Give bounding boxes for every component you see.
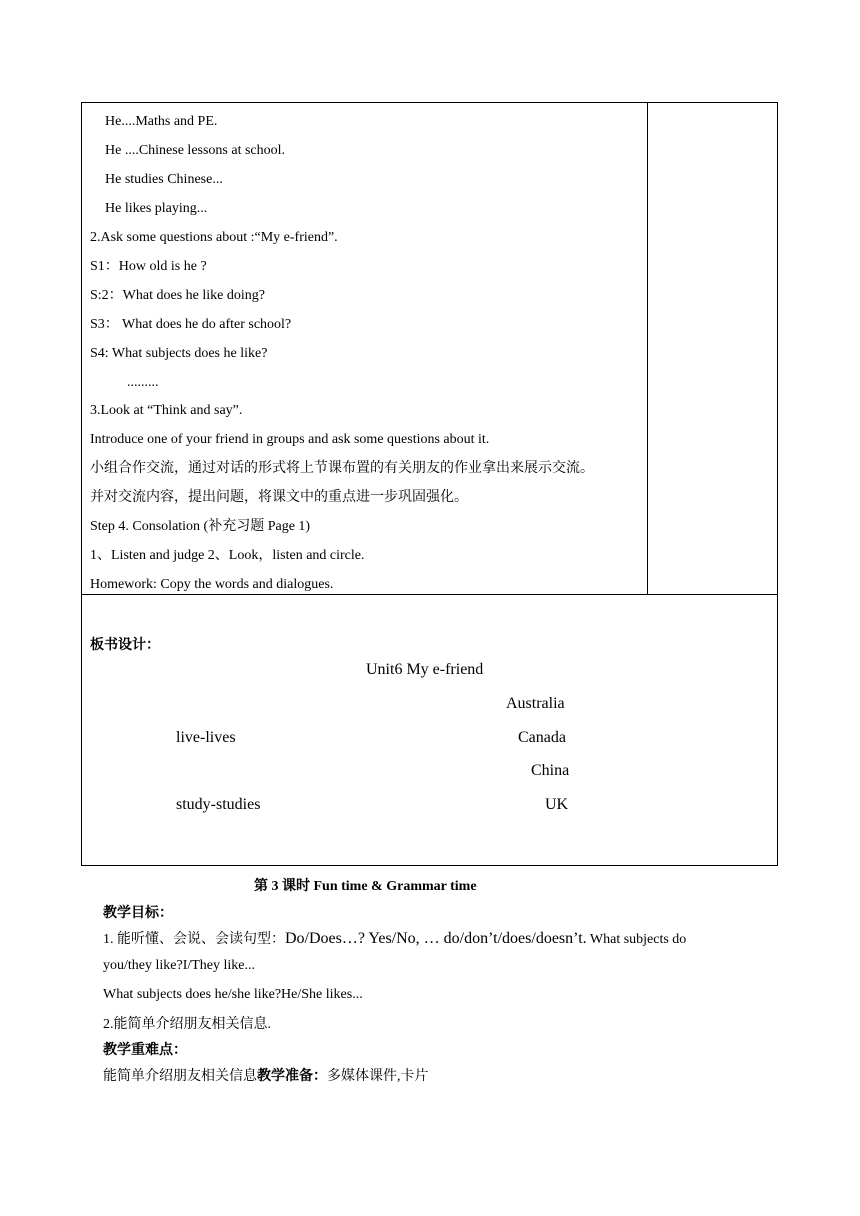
objectives-label: 教学目标：: [103, 906, 173, 921]
board-country: Australia: [506, 695, 565, 712]
step-line: Homework: Copy the words and dialogues.: [90, 577, 334, 592]
section-heading: 第 3 课时 Fun time & Grammar time: [254, 879, 477, 894]
step-line: 并对交流内容，提出问题，将课文中的重点进一步巩固强化。: [90, 490, 468, 505]
board-word: study-studies: [176, 796, 261, 813]
board-country: UK: [545, 796, 569, 813]
objective-1-suffix: What subjects do: [586, 932, 687, 947]
step-line: 3.Look at “Think and say”.: [90, 403, 243, 418]
key-points-line: [103, 1065, 429, 1085]
step-line: 1、Listen and judge 2、Look，listen and circle.: [90, 548, 365, 563]
step-line: He....Maths and PE.: [105, 114, 218, 129]
board-country: China: [531, 762, 570, 779]
objective-1: [103, 928, 686, 948]
board-design-label: 板书设计：: [90, 638, 160, 653]
key-points-text: 能简单介绍朋友相关信息: [103, 1069, 257, 1084]
step-line: Step 4. Consolation (补充习题 Page 1): [90, 519, 311, 534]
step-line: He studies Chinese...: [105, 172, 223, 187]
step-line: S4: What subjects does he like?: [90, 346, 268, 361]
table-column-divider: [647, 102, 648, 595]
step-line: Introduce one of your friend in groups and ask some questions about it.: [90, 432, 490, 447]
step-line: 2.Ask some questions about :“My e-friend”.: [90, 230, 338, 245]
prep-text: 多媒体课件,卡片: [327, 1069, 429, 1084]
objective-1-pattern: Do/Does…? Yes/No, … do/don’t/does/doesn’t.: [285, 930, 587, 947]
table-row-divider: [81, 594, 778, 595]
step-line: 小组合作交流，通过对话的形式将上节课布置的有关朋友的作业拿出来展示交流。: [90, 461, 594, 476]
step-line: He ....Chinese lessons at school.: [105, 143, 286, 158]
step-line: S1：How old is he ?: [90, 259, 207, 274]
step-line: S3： What does he do after school?: [90, 317, 292, 332]
step-line: He likes playing...: [105, 201, 208, 216]
board-title: Unit6 My e-friend: [366, 661, 484, 678]
objective-2: 2.能简单介绍朋友相关信息.: [103, 1017, 271, 1032]
step-line: S:2：What does he like doing?: [90, 288, 265, 303]
board-country: Canada: [518, 729, 566, 746]
objective-1-prefix: 1. 能听懂、会说、会读句型：: [103, 932, 285, 947]
objective-1-line-2: you/they like?I/They like...: [103, 958, 256, 973]
prep-label: 教学准备：: [257, 1069, 327, 1084]
step-line: .........: [127, 375, 159, 390]
key-points-label: 教学重难点：: [103, 1043, 187, 1058]
objective-1-line-3: What subjects does he/she like?He/She likes...: [103, 987, 363, 1002]
board-word: live-lives: [176, 729, 236, 746]
